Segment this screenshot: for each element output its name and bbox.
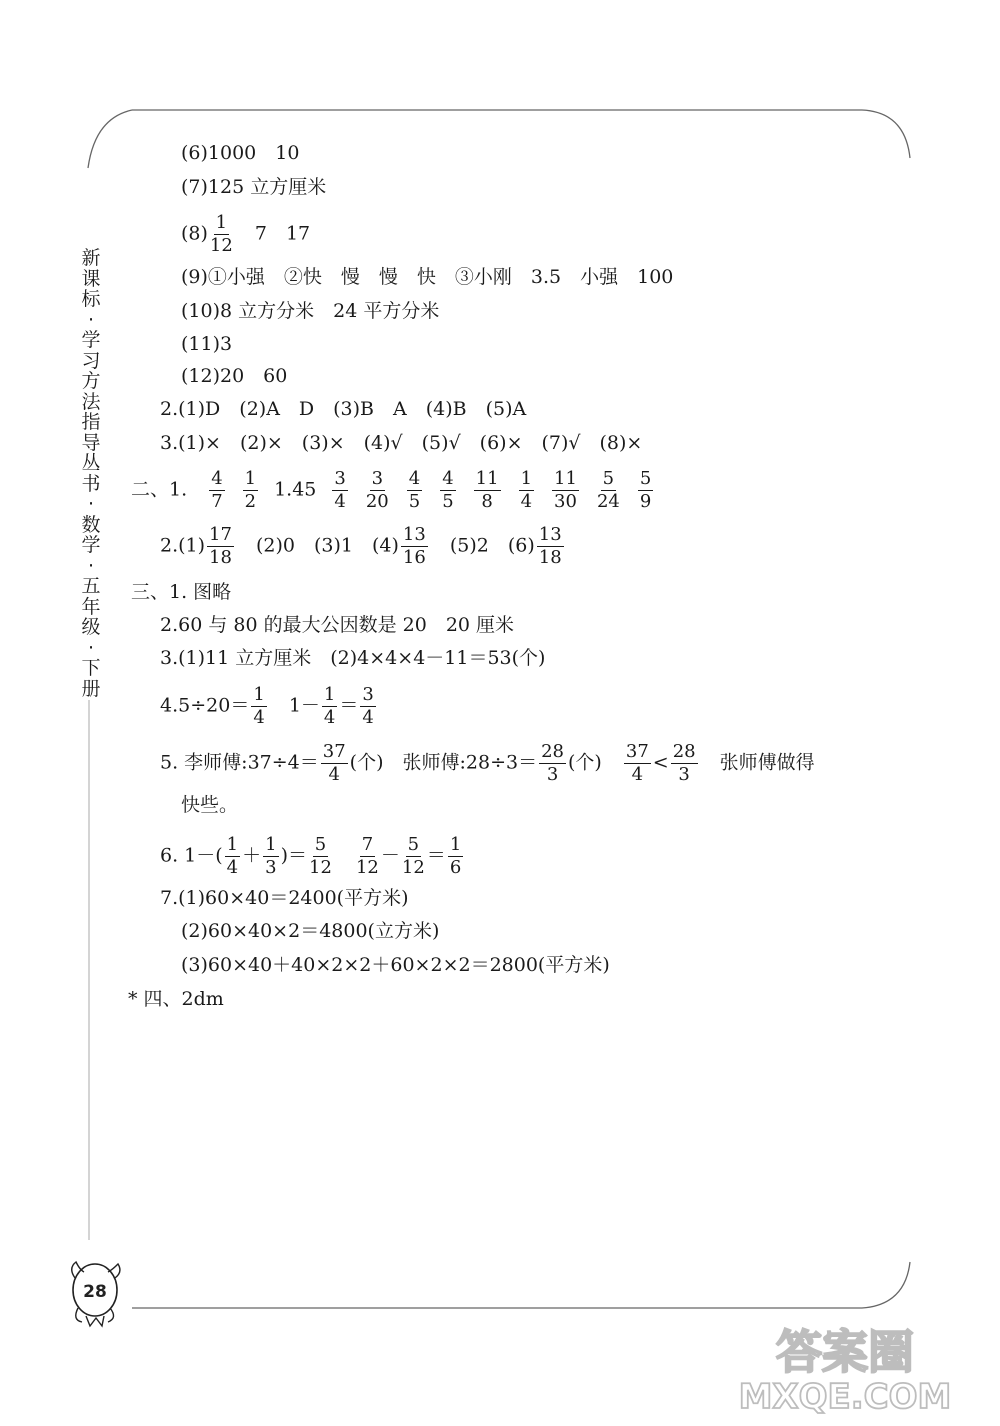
sidebar-char: 下 xyxy=(81,657,101,679)
fraction: $\frac{13}{16}$ xyxy=(402,524,426,568)
sidebar-char: 方 xyxy=(81,370,101,392)
answer-line: 2.(1)D (2)A D (3)B A (4)B (5)A xyxy=(160,398,527,420)
answer-line: (3)60×40＋40×2×2＋60×2×2＝2800(平方米) xyxy=(181,954,610,976)
svg-text:MXQE.COM: MXQE.COM xyxy=(738,1377,952,1416)
fraction: $\frac{7}{12}$ xyxy=(355,834,379,878)
answer-line-fraction: 6. 1－( $\frac{1}{4}$ ＋ $\frac{1}{3}$ )＝ $\frac{5}{12}$ $\frac{7}{12}$ － $\frac{5}{12}$ ＝ $\frac{1}{6}$ xyxy=(160,834,462,878)
answer-line-fractions: 二、1. $\frac{4}{7}$ $\frac{1}{2}$ 1.45 $\frac{3}{4}$ $\frac{3}{20}$ $\frac{4}{5}$ $\frac{4}{5}$ $\frac{11}{8}$ $\frac{1}{4}$ $\frac{11}{30}$ $\frac{5}{24}$ $\frac{5}{9}$ xyxy=(131,468,652,512)
answer-line: * 四、2dm xyxy=(128,988,224,1010)
sidebar-char: 书 xyxy=(81,472,101,495)
sidebar-char: 级 xyxy=(81,616,101,638)
sidebar-char: 法 xyxy=(81,390,101,413)
sidebar-char: 丛 xyxy=(81,452,101,474)
answer-line: (7)125 立方厘米 xyxy=(181,176,327,198)
fraction: $\frac{4}{5}$ xyxy=(408,468,421,512)
fraction: $\frac{28}{3}$ xyxy=(541,741,564,785)
answer-line: 3.(1)× (2)× (3)× (4)√ (5)√ (6)× (7)√ (8)× xyxy=(160,432,643,454)
sidebar-char: · xyxy=(87,554,95,577)
fraction: $\frac{5}{9}$ xyxy=(639,468,652,512)
fraction: $\frac{1}{3}$ xyxy=(265,834,277,878)
fraction: $\frac{13}{18}$ xyxy=(538,524,562,568)
fraction: $\frac{1}{4}$ xyxy=(323,684,336,728)
answer-line: (9)①小强 ②快 慢 慢 快 ③小刚 3.5 小强 100 xyxy=(181,266,674,288)
fraction: $\frac{1}{4}$ xyxy=(226,834,239,878)
sidebar-char: 指 xyxy=(81,411,101,433)
sidebar-char: 年 xyxy=(81,595,101,618)
answer-line: 3.(1)11 立方厘米 (2)4×4×4－11＝53(个) xyxy=(160,647,546,669)
answer-line: 7.(1)60×40＝2400(平方米) xyxy=(160,887,409,909)
sidebar-char: 五 xyxy=(81,575,101,597)
fraction: $\frac{28}{3}$ xyxy=(672,741,696,785)
fraction: $\frac{3}{20}$ xyxy=(365,468,389,512)
fraction: $\frac{37}{4}$ xyxy=(625,741,649,785)
sidebar-char: 册 xyxy=(81,677,101,700)
answer-line: 三、1. 图略 xyxy=(131,581,232,603)
answer-line: (11)3 xyxy=(181,333,233,355)
fraction: $\frac{5}{12}$ xyxy=(401,834,425,878)
sidebar-char: · xyxy=(87,636,95,659)
watermark-logo xyxy=(720,1316,970,1416)
fraction: $\frac{4}{5}$ xyxy=(442,468,454,512)
answer-line: (6)1000 10 xyxy=(181,142,300,164)
fraction: $\frac{1}{4}$ xyxy=(520,468,533,512)
fraction: $\frac{4}{7}$ xyxy=(211,468,223,512)
fraction: $\frac{5}{12}$ xyxy=(309,834,332,878)
fraction: $\frac{3}{4}$ xyxy=(334,468,346,512)
sidebar-char: 数 xyxy=(81,513,101,536)
answer-line-fraction: (8) $\frac{1}{12}$ 7 17 xyxy=(181,212,311,256)
fraction: $\frac{1}{12}$ xyxy=(209,212,233,256)
sidebar-char: · xyxy=(87,308,95,331)
fraction: $\frac{1}{6}$ xyxy=(449,834,462,878)
fraction: $\frac{37}{4}$ xyxy=(322,741,346,785)
svg-text:答案圈: 答案圈 xyxy=(776,1325,914,1379)
fraction: $\frac{5}{24}$ xyxy=(596,468,620,512)
sidebar-char: 课 xyxy=(81,267,101,290)
answer-line-fraction: 5. 李师傅:37÷4＝ $\frac{37}{4}$ (个) 张师傅:28÷3＝ $\frac{28}{3}$ (个) $\frac{37}{4}$ < $\frac{28}{3}$ 张师傅做得 xyxy=(160,741,815,785)
answer-line: (12)20 60 xyxy=(181,365,288,387)
fraction: $\frac{11}{8}$ xyxy=(475,468,499,512)
sidebar-title xyxy=(79,248,103,699)
fraction: $\frac{17}{18}$ xyxy=(209,524,232,568)
fraction: $\frac{11}{30}$ xyxy=(554,468,577,512)
answer-line: 快些。 xyxy=(181,794,239,816)
answer-line-fraction: 4.5÷20＝ $\frac{1}{4}$ 1－ $\frac{1}{4}$ ＝ $\frac{3}{4}$ xyxy=(160,684,374,728)
sidebar-char: 标 xyxy=(81,288,101,310)
answer-line-fraction: 2.(1) $\frac{17}{18}$ (2)0 (3)1 (4) $\frac{13}{16}$ (5)2 (6) $\frac{13}{18}$ xyxy=(160,524,562,568)
answer-line: (10)8 立方分米 24 平方分米 xyxy=(181,300,440,322)
fraction: $\frac{1}{2}$ xyxy=(244,468,257,512)
decimal-value: 1.45 xyxy=(274,478,317,501)
sidebar-char: 学 xyxy=(81,534,101,556)
answer-line: (2)60×40×2＝4800(立方米) xyxy=(181,920,440,942)
sidebar-char: 新 xyxy=(81,247,101,269)
fraction: $\frac{3}{4}$ xyxy=(362,684,374,728)
sidebar-char: 学 xyxy=(81,329,101,351)
sidebar-char: 导 xyxy=(81,431,101,454)
page-number: 28 xyxy=(83,1282,107,1302)
page-number-mascot xyxy=(66,1250,124,1330)
fraction: $\frac{1}{4}$ xyxy=(253,684,265,728)
sidebar-char: 习 xyxy=(81,349,101,372)
answer-line: 2.60 与 80 的最大公因数是 20 20 厘米 xyxy=(160,614,515,636)
sidebar-char: · xyxy=(87,493,95,515)
